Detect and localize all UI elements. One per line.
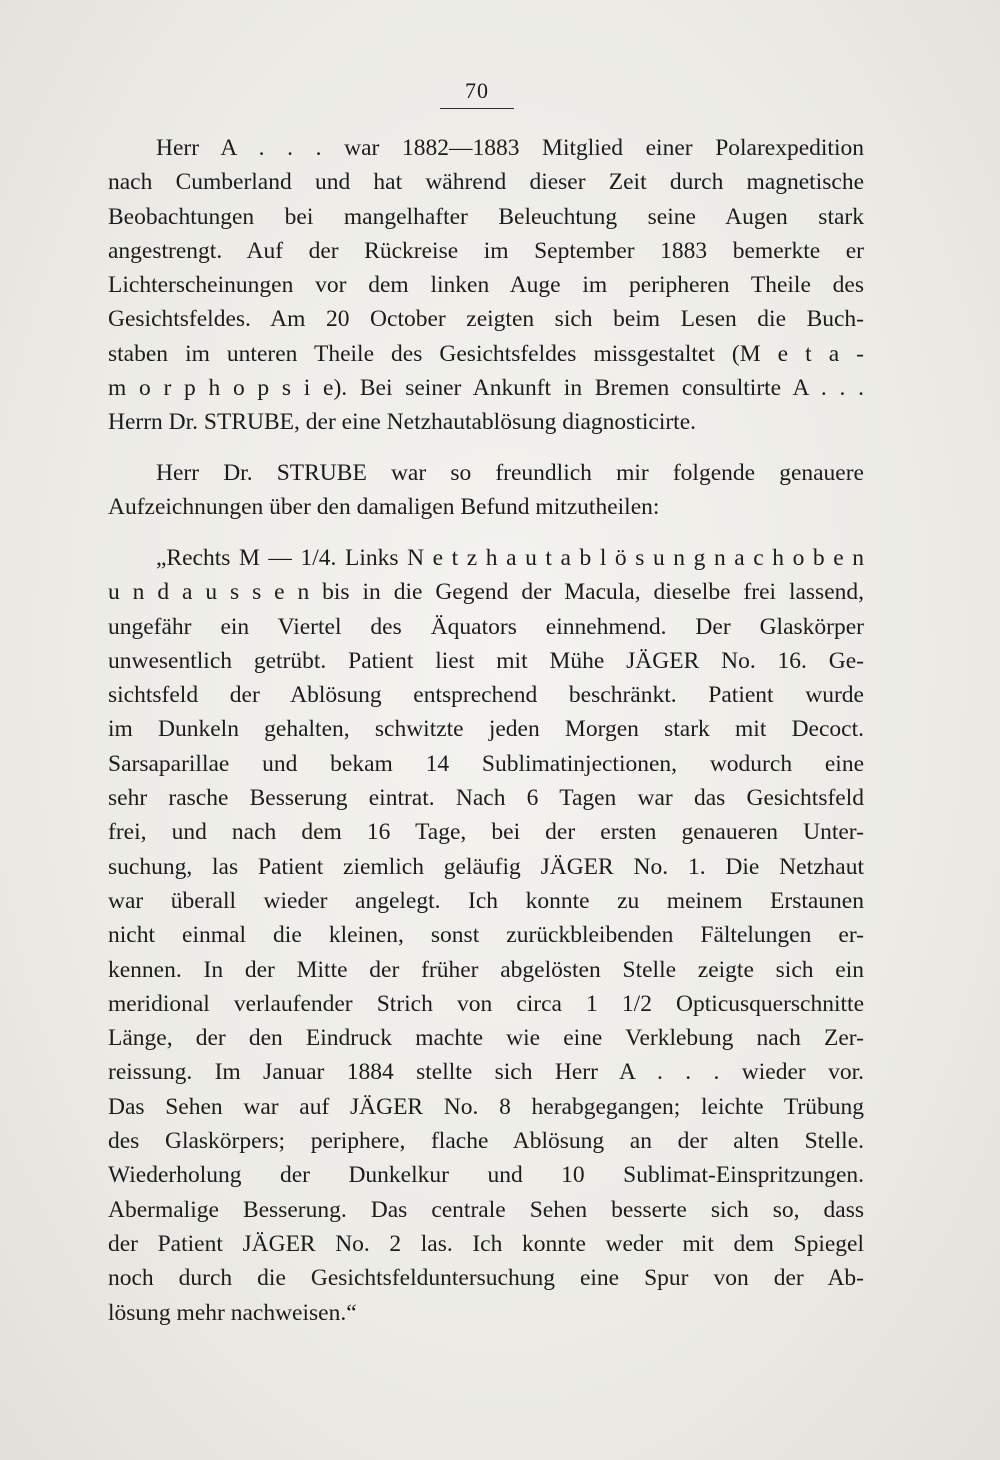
text-line: unwesentlich getrübt. Patient liest mit Mühe JÄGER No. 16. Ge- [108,647,864,674]
text-line: reissung. Im Januar 1884 stellte sich Herr A . . . wieder vor. [108,1059,864,1086]
text-line: Beobachtungen bei mangelhafter Beleuchtung seine Augen stark [108,203,864,230]
text-line: sehr rasche Besserung eintrat. Nach 6 Tagen war das Gesichtsfeld [108,785,864,812]
text-line: Herrn Dr. STRUBE, der eine Netzhautablösung diagnosticirte. [108,409,697,436]
text-line: meridional verlaufender Strich von circa 1 1/2 Opticusquerschnitte [108,990,864,1017]
text-line: Abermalige Besserung. Das centrale Sehen besserte sich so, dass [108,1196,864,1223]
text-line: Gesichtsfeldes. Am 20 October zeigten sich beim Lesen die Buch- [108,306,864,333]
text-line: Lichterscheinungen vor dem linken Auge im peripheren Theile des [108,272,864,299]
page-number: 70 [465,78,489,103]
text-line: des Glaskörpers; periphere, flache Ablösung an der alten Stelle. [108,1128,864,1155]
text-line: suchung, las Patient ziemlich geläufig JÄGER No. 1. Die Netzhaut [108,853,864,880]
text-line: angestrengt. Auf der Rückreise im September 1883 bemerkte er [108,237,864,264]
text-line: Länge, der den Eindruck machte wie eine Verklebung nach Zer- [108,1025,864,1052]
text-line: Sarsaparillae und bekam 14 Sublimatinjectionen, wodurch eine [108,750,864,777]
text-line: nach Cumberland und hat während dieser Zeit durch magnetische [108,169,864,196]
text-line: u n d a u s s e n bis in die Gegend der Macula, dieselbe frei lassend, [108,579,864,606]
text-line: im Dunkeln gehalten, schwitzte jeden Morgen stark mit Decoct. [108,716,864,743]
text-line: Aufzeichnungen über den damaligen Befund mitzutheilen: [108,494,660,521]
text-line: staben im unteren Theile des Gesichtsfeldes missgestaltet (M e t a - [108,340,864,367]
text-line: „Rechts M — 1/4. Links N e t z h a u t a b l ö s u n g n a c h o b e n [156,545,864,571]
text-line: ungefähr ein Viertel des Äquators einnehmend. Der Glaskörper [108,613,864,640]
text-line: kennen. In der Mitte der früher abgelösten Stelle zeigte sich ein [108,956,864,983]
text-line: sichtsfeld der Ablösung entsprechend beschränkt. Patient wurde [108,682,864,709]
paragraph-case-history [108,131,864,440]
paragraph-introduction [108,456,864,525]
text-line: lösung mehr nachweisen.“ [108,1299,357,1326]
paragraph-quoted-report [108,541,864,1330]
text-line: Das Sehen war auf JÄGER No. 8 herabgegangen; leichte Trübung [108,1093,864,1120]
text-line: m o r p h o p s i e). Bei seiner Ankunft in Bremen consultirte A . . . [108,375,864,402]
text-line: der Patient JÄGER No. 2 las. Ich konnte weder mit dem Spiegel [108,1230,864,1257]
page-number-rule [440,108,514,109]
text-line: noch durch die Gesichtsfelduntersuchung eine Spur von der Ab- [108,1265,864,1292]
text-line: Herr A . . . war 1882—1883 Mitglied einer Polarexpedition [156,135,864,161]
text-line: Wiederholung der Dunkelkur und 10 Sublimat-Einspritzungen. [108,1162,864,1189]
text-line: Herr Dr. STRUBE war so freundlich mir folgende genauere [156,460,864,486]
text-line: nicht einmal die kleinen, sonst zurückbleibenden Fältelungen er- [108,922,864,949]
text-line: frei, und nach dem 16 Tage, bei der ersten genaueren Unter- [108,819,864,846]
text-line: war überall wieder angelegt. Ich konnte zu meinem Erstaunen [108,887,864,914]
